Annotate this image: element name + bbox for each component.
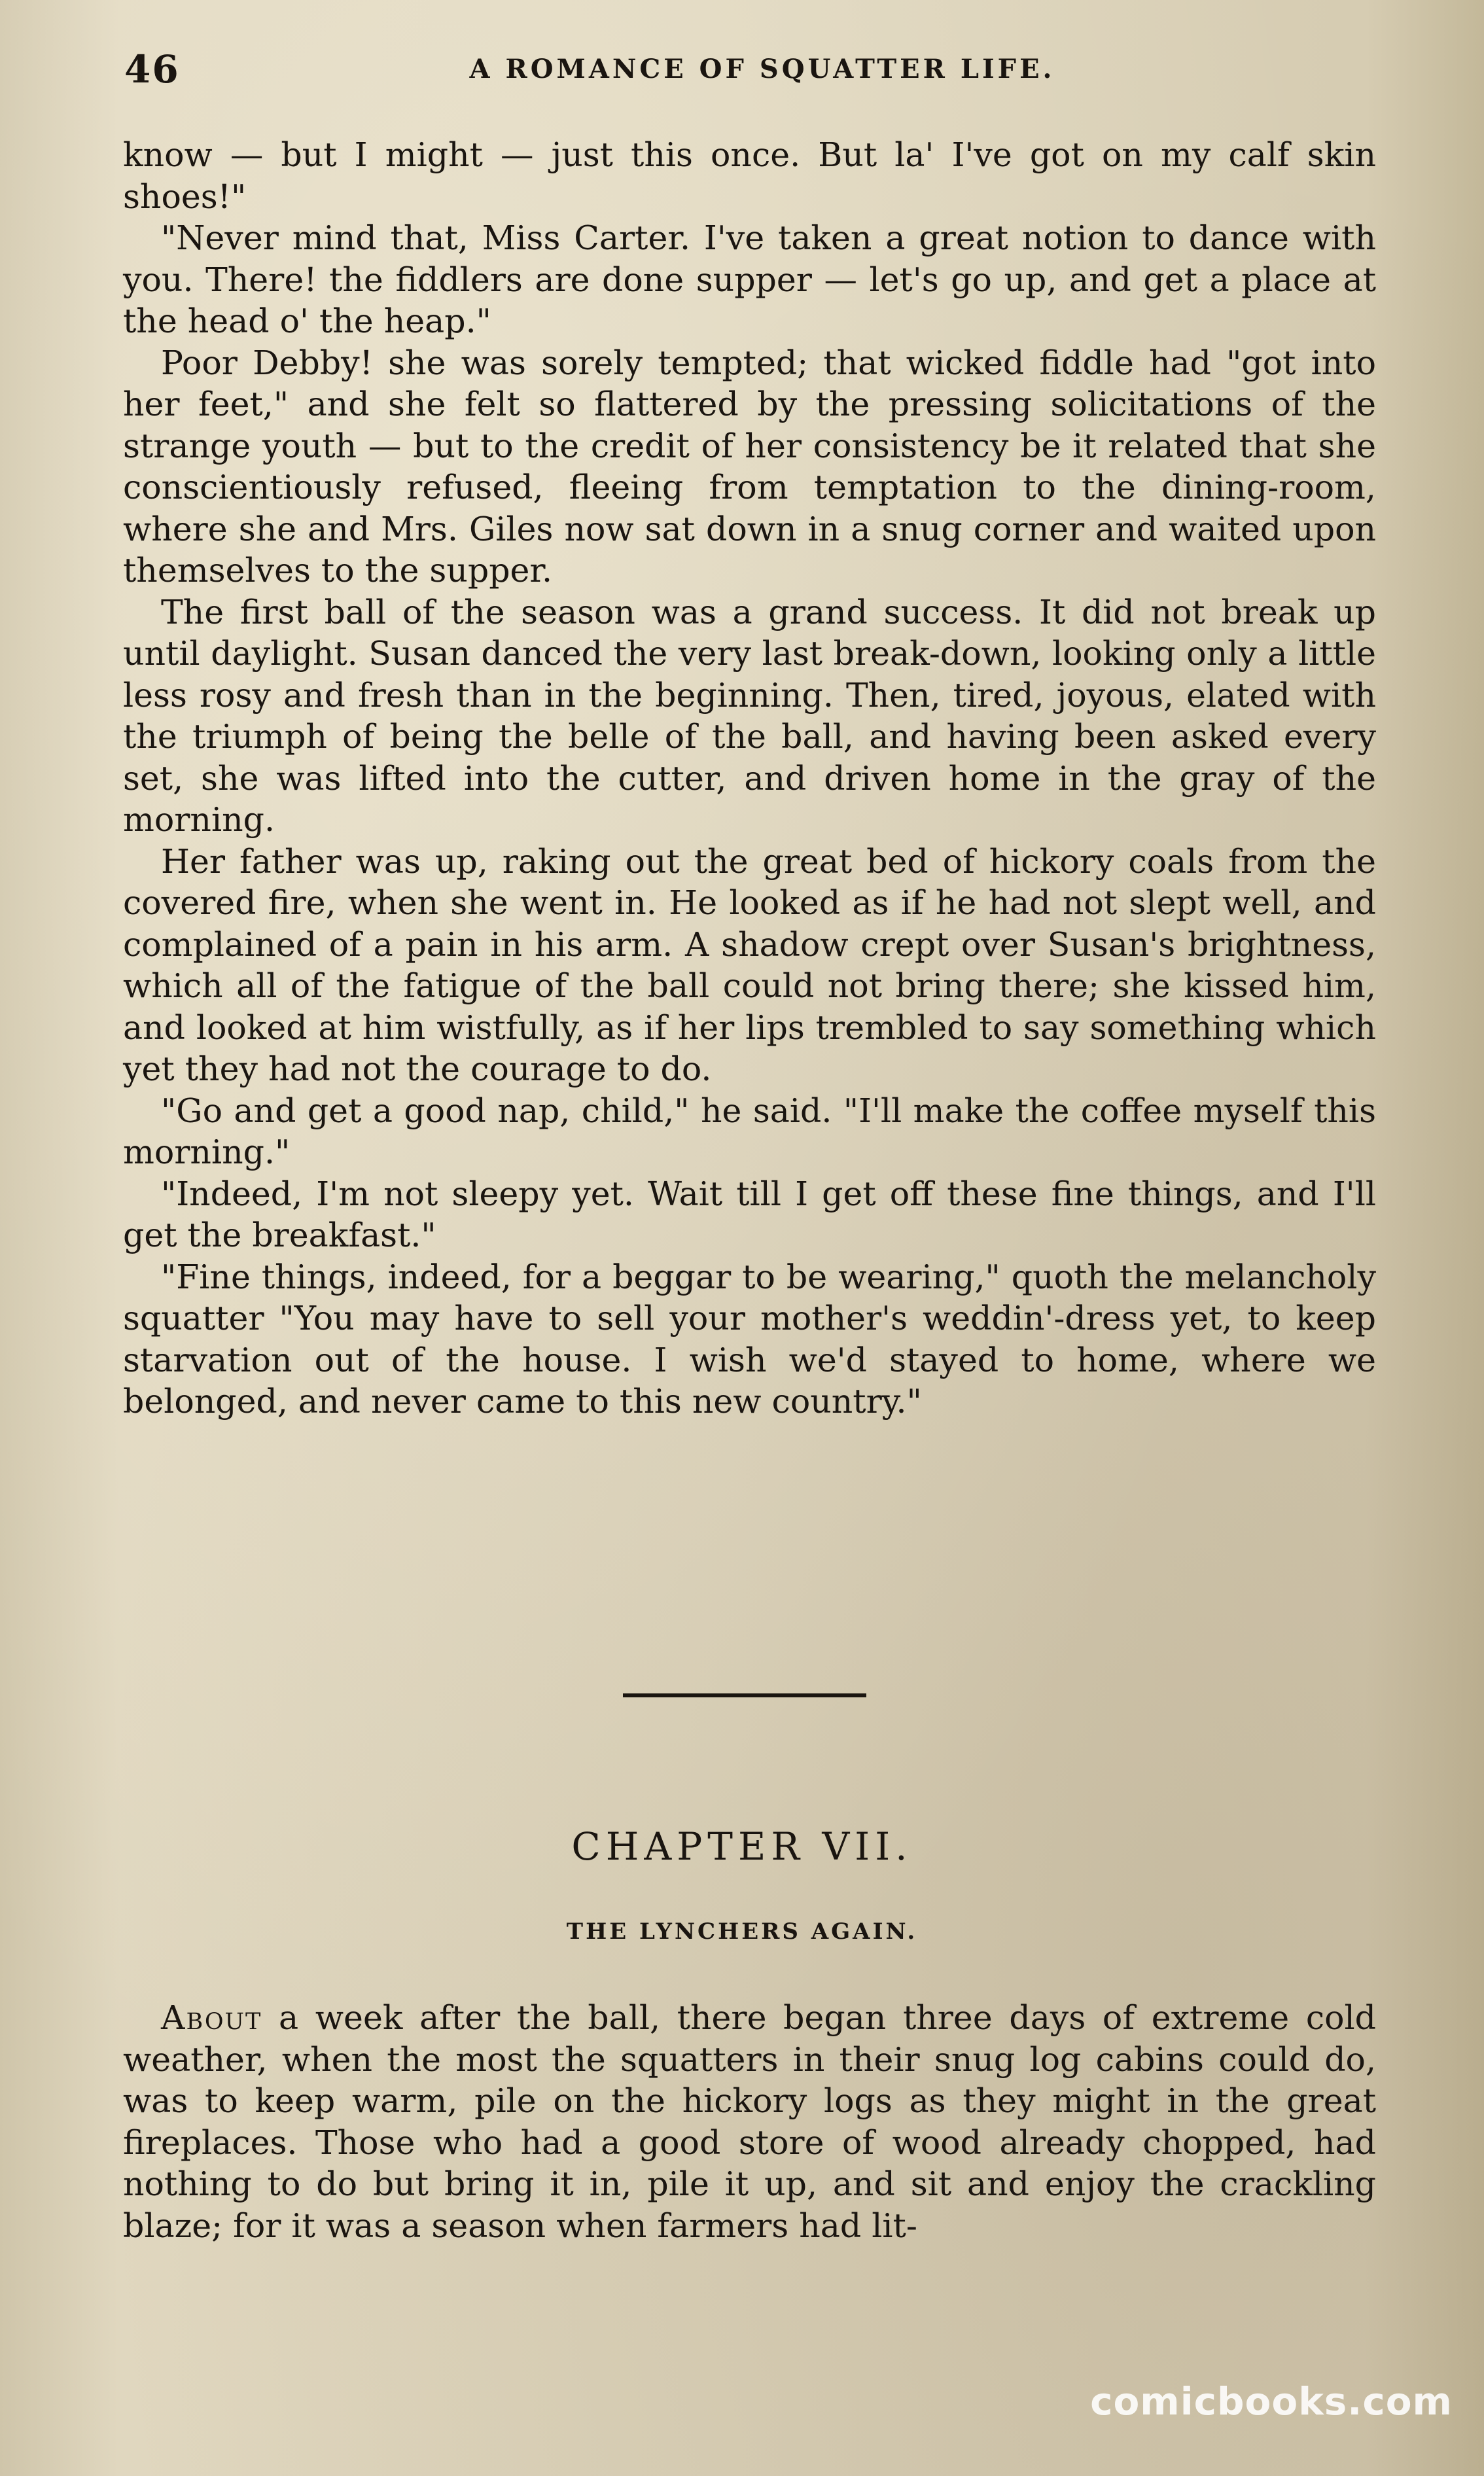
paragraph-8: "Fine things, indeed, for a beggar to be wearing," quoth the melancholy squatter "You may have to sell your mother's weddin'-dress yet, to keep starvation out of the house. I wish we'd stayed to home, where we belonged, and never came to this new country.": [123, 1257, 1376, 1421]
chapter-paragraph-1: [123, 1997, 1376, 2246]
chapter-heading: CHAPTER VII.: [571, 1824, 913, 1869]
chapter-body: [123, 1997, 1376, 2246]
paragraph-6: "Go and get a good nap, child," he said. "I'll make the coffee myself this morning.": [123, 1091, 1376, 1171]
section-divider: [623, 1693, 866, 1697]
body-text: [123, 134, 1376, 1423]
paragraph-4: The first ball of the season was a grand success. It did not break up until daylight. Susan danced the very last break-down, looking only a little less rosy and fresh than in the beginning. Then, tired, joyous, elated with the triumph of being the belle of the ball, and having been asked every set, she was lifted into the cutter, and driven home in the gray of the morning.: [123, 592, 1376, 839]
running-head: [124, 47, 1400, 93]
running-title: A ROMANCE OF SQUATTER LIFE.: [469, 54, 1055, 84]
watermark: comicbooks.com: [1090, 2379, 1453, 2424]
page-number: 46: [124, 47, 180, 92]
paragraph-7: "Indeed, I'm not sleepy yet. Wait till I get off these fine things, and I'll get the breakfast.": [123, 1174, 1376, 1254]
paragraph-1: know — but I might — just this once. But la' I've got on my calf skin shoes!": [123, 135, 1376, 216]
chapter-paragraph-text: a week after the ball, there began three days of extreme cold weather, when the most the squatters in their snug log cabins could do, was to keep warm, pile on the hickory logs as they might in the great fireplaces. Those who had a good store of wood already chopped, had nothing to do but bring it in, pile it up, and sit and enjoy the crackling blaze; for it was a season when farmers had lit-: [123, 1998, 1376, 2245]
paragraph-3: Poor Debby! she was sorely tempted; that wicked fiddle had "got into her feet," and she felt so flattered by the pressing solicitations of the strange youth — but to the credit of her consistency be it related that she conscientiously refused, fleeing from temptation to the dining-room, where she and Mrs. Giles now sat down in a snug corner and waited upon themselves to the supper.: [123, 343, 1376, 590]
chapter-subtitle: THE LYNCHERS AGAIN.: [566, 1919, 918, 1945]
chapter-lead-in: About: [161, 1998, 262, 2037]
paragraph-2: "Never mind that, Miss Carter. I've taken a great notion to dance with you. There! the fiddlers are done supper — let's go up, and get a place at the head o' the heap.": [123, 219, 1376, 340]
paragraph-5: Her father was up, raking out the great bed of hickory coals from the covered fire, when she went in. He looked as if he had not slept well, and complained of a pain in his arm. A shadow crept over Susan's brightness, which all of the fatigue of the ball could not bring there; she kissed him, and looked at him wistfully, as if her lips trembled to say something which yet they had not the courage to do.: [123, 841, 1376, 1088]
